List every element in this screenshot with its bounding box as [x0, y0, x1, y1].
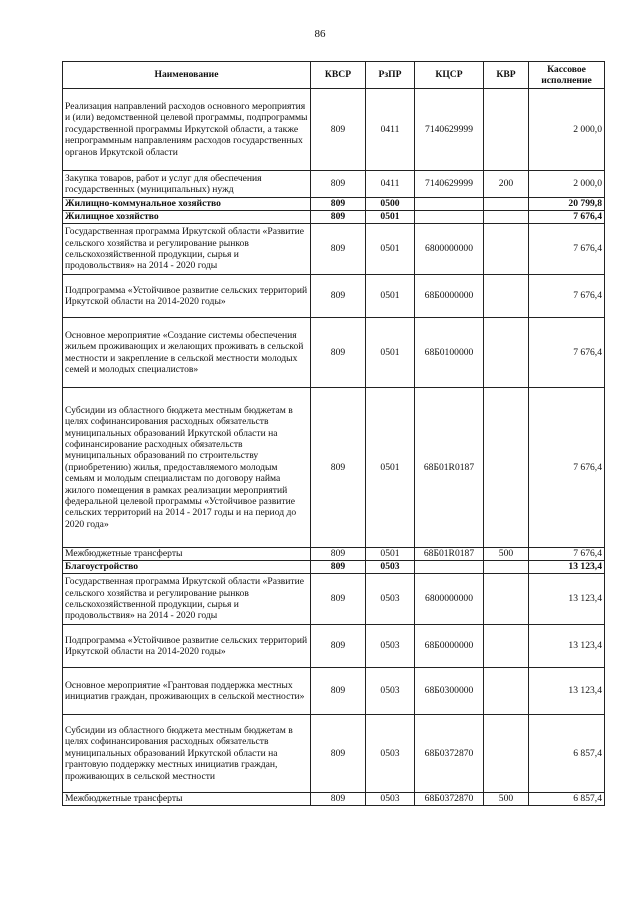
row-name-cell: Основное мероприятие «Создание системы обеспечения жильем проживающих и желающих проживать в сельской местности и закрепление в сельской местности молодых семей и молодых специалистов»	[63, 318, 311, 388]
row-kcsr-cell: 6800000000	[415, 574, 484, 625]
row-rzpr-cell: 0501	[366, 211, 415, 224]
row-rzpr-cell: 0501	[366, 388, 415, 548]
row-kvsr-cell: 809	[311, 625, 366, 668]
row-kvsr-cell: 809	[311, 318, 366, 388]
row-amount-cell: 7 676,4	[529, 275, 605, 318]
row-rzpr-cell: 0411	[366, 171, 415, 198]
row-kvsr-cell: 809	[311, 668, 366, 715]
row-kvsr-cell: 809	[311, 388, 366, 548]
row-rzpr-cell: 0501	[366, 224, 415, 275]
table-row	[63, 548, 605, 561]
row-kcsr-cell: 7140629999	[415, 89, 484, 171]
table-row	[63, 275, 605, 318]
table-row	[63, 715, 605, 793]
row-kvr-cell	[484, 574, 529, 625]
row-kvsr-cell: 809	[311, 793, 366, 806]
header-name: Наименование	[63, 62, 311, 89]
row-kcsr-cell: 68Б0100000	[415, 318, 484, 388]
table-row	[63, 224, 605, 275]
row-kvsr-cell: 809	[311, 548, 366, 561]
table-row	[63, 211, 605, 224]
row-kcsr-cell: 68Б0372870	[415, 715, 484, 793]
row-name-cell: Подпрограмма «Устойчивое развитие сельских территорий Иркутской области на 2014-2020 годы»	[63, 625, 311, 668]
header-cash-execution: Кассовое исполнение	[529, 62, 605, 89]
row-name-cell: Реализация направлений расходов основного мероприятия и (или) ведомственной целевой программы, подпрограммы государственной программы Иркутской области, а также непрограммным направлениям расходов государственных органов Иркутской области	[63, 89, 311, 171]
row-kcsr-cell: 68Б0300000	[415, 668, 484, 715]
table-body	[63, 89, 605, 806]
row-amount-cell: 7 676,4	[529, 388, 605, 548]
budget-execution-table	[62, 61, 605, 806]
row-amount-cell: 13 123,4	[529, 668, 605, 715]
table-row	[63, 171, 605, 198]
row-kvr-cell	[484, 198, 529, 211]
row-kcsr-cell: 68Б01R0187	[415, 548, 484, 561]
row-kvr-cell	[484, 211, 529, 224]
row-kvr-cell	[484, 668, 529, 715]
row-rzpr-cell: 0503	[366, 561, 415, 574]
row-kvr-cell: 500	[484, 793, 529, 806]
table-row	[63, 198, 605, 211]
row-name-cell: Государственная программа Иркутской области «Развитие сельского хозяйства и регулирование рынков сельскохозяйственной продукции, сырья и продовольствия» на 2014 - 2020 годы	[63, 224, 311, 275]
table-row	[63, 574, 605, 625]
row-name-cell: Благоустройство	[63, 561, 311, 574]
row-kvsr-cell: 809	[311, 198, 366, 211]
row-kcsr-cell: 68Б0000000	[415, 275, 484, 318]
row-kvsr-cell: 809	[311, 89, 366, 171]
row-amount-cell: 7 676,4	[529, 224, 605, 275]
row-kcsr-cell	[415, 561, 484, 574]
row-kcsr-cell	[415, 211, 484, 224]
row-amount-cell: 13 123,4	[529, 561, 605, 574]
row-name-cell: Государственная программа Иркутской области «Развитие сельского хозяйства и регулирование рынков сельскохозяйственной продукции, сырья и продовольствия» на 2014 - 2020 годы	[63, 574, 311, 625]
row-kcsr-cell: 68Б0372870	[415, 793, 484, 806]
row-kvr-cell	[484, 89, 529, 171]
row-amount-cell: 7 676,4	[529, 211, 605, 224]
row-rzpr-cell: 0500	[366, 198, 415, 211]
row-kcsr-cell: 68Б01R0187	[415, 388, 484, 548]
row-name-cell: Межбюджетные трансферты	[63, 548, 311, 561]
row-rzpr-cell: 0411	[366, 89, 415, 171]
row-kvr-cell	[484, 318, 529, 388]
row-kvsr-cell: 809	[311, 275, 366, 318]
row-amount-cell: 13 123,4	[529, 574, 605, 625]
table-row	[63, 561, 605, 574]
table-row	[63, 668, 605, 715]
row-amount-cell: 7 676,4	[529, 318, 605, 388]
row-amount-cell: 13 123,4	[529, 625, 605, 668]
row-kvsr-cell: 809	[311, 574, 366, 625]
row-kcsr-cell: 6800000000	[415, 224, 484, 275]
row-name-cell: Жилищно-коммунальное хозяйство	[63, 198, 311, 211]
header-kvr: КВР	[484, 62, 529, 89]
row-amount-cell: 2 000,0	[529, 89, 605, 171]
row-name-cell: Основное мероприятие «Грантовая поддержка местных инициатив граждан, проживающих в сельской местности»	[63, 668, 311, 715]
row-kvr-cell	[484, 275, 529, 318]
row-rzpr-cell: 0503	[366, 793, 415, 806]
page-number: 86	[314, 28, 326, 40]
row-name-cell: Субсидии из областного бюджета местным бюджетам в целях софинансирования расходных обязательств муниципальных образований Иркутской области на софинансирование расходных обязательств муниципальных образований по строительству (приобретению) жилья, предоставляемого молодым семьям и молодым специалистам по договору найма жилого помещения в рамках реализации мероприятий федеральной целевой программы «Устойчивое развитие сельских территорий на 2014 - 2017 годы и на период до 2020 года»	[63, 388, 311, 548]
row-kvr-cell	[484, 388, 529, 548]
row-kvr-cell: 200	[484, 171, 529, 198]
row-amount-cell: 6 857,4	[529, 715, 605, 793]
row-kvr-cell	[484, 224, 529, 275]
row-rzpr-cell: 0503	[366, 574, 415, 625]
header-kcsr: КЦСР	[415, 62, 484, 89]
row-rzpr-cell: 0501	[366, 275, 415, 318]
table-row	[63, 625, 605, 668]
row-name-cell: Субсидии из областного бюджета местным бюджетам в целях софинансирования расходных обязательств муниципальных образований Иркутской области на грантовую поддержку местных инициатив граждан, проживающих в сельской местности	[63, 715, 311, 793]
row-rzpr-cell: 0503	[366, 668, 415, 715]
row-name-cell: Жилищное хозяйство	[63, 211, 311, 224]
row-rzpr-cell: 0501	[366, 318, 415, 388]
row-amount-cell: 2 000,0	[529, 171, 605, 198]
row-kvsr-cell: 809	[311, 211, 366, 224]
table-row	[63, 388, 605, 548]
row-name-cell: Подпрограмма «Устойчивое развитие сельских территорий Иркутской области на 2014-2020 годы»	[63, 275, 311, 318]
table-header-row	[63, 62, 605, 89]
row-name-cell: Закупка товаров, работ и услуг для обеспечения государственных (муниципальных) нужд	[63, 171, 311, 198]
row-amount-cell: 20 799,8	[529, 198, 605, 211]
row-kcsr-cell	[415, 198, 484, 211]
row-rzpr-cell: 0503	[366, 625, 415, 668]
row-kvr-cell: 500	[484, 548, 529, 561]
row-kvr-cell	[484, 715, 529, 793]
row-kcsr-cell: 68Б0000000	[415, 625, 484, 668]
row-name-cell: Межбюджетные трансферты	[63, 793, 311, 806]
table-row	[63, 793, 605, 806]
header-rzpr: РзПР	[366, 62, 415, 89]
row-kvsr-cell: 809	[311, 561, 366, 574]
table-row	[63, 89, 605, 171]
row-kvsr-cell: 809	[311, 171, 366, 198]
header-kvsr: КВСР	[311, 62, 366, 89]
row-kvsr-cell: 809	[311, 715, 366, 793]
row-kvr-cell	[484, 625, 529, 668]
row-amount-cell: 7 676,4	[529, 548, 605, 561]
row-kcsr-cell: 7140629999	[415, 171, 484, 198]
row-kvr-cell	[484, 561, 529, 574]
table-row	[63, 318, 605, 388]
row-kvsr-cell: 809	[311, 224, 366, 275]
row-amount-cell: 6 857,4	[529, 793, 605, 806]
row-rzpr-cell: 0501	[366, 548, 415, 561]
row-rzpr-cell: 0503	[366, 715, 415, 793]
